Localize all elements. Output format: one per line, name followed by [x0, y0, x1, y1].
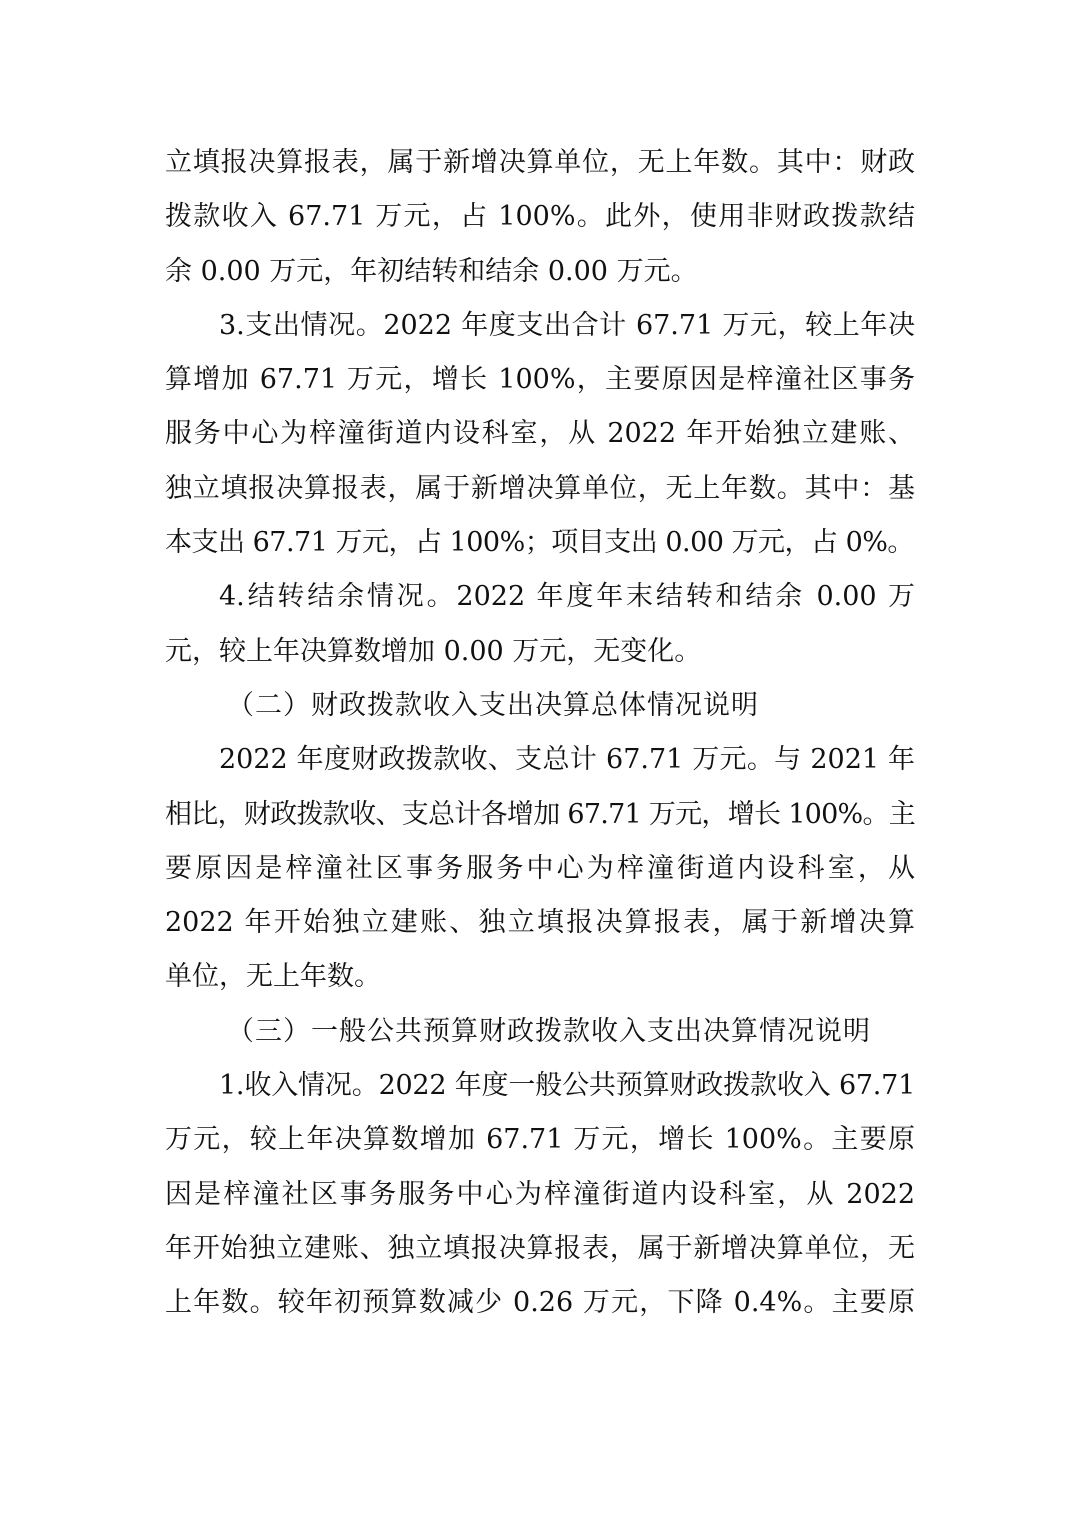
text-line: 服务中心为梓潼街道内设科室，从 2022 年开始独立建账、 — [165, 418, 915, 450]
paragraph-start-line: 4.结转结余情况。2022 年度年末结转和结余 0.00 万 — [219, 581, 915, 613]
text-line: 2022 年开始独立建账、独立填报决算报表，属于新增决算 — [165, 907, 915, 939]
text-line: 相比，财政拨款收、支总计各增加 67.71 万元，增长 100%。主 — [165, 798, 915, 830]
text-line: 拨款收入 67.71 万元，占 100%。此外，使用非财政拨款结 — [165, 201, 915, 233]
text-line: 立填报决算报表，属于新增决算单位，无上年数。其中：财政 — [165, 147, 915, 178]
document-body — [165, 136, 915, 1331]
section-heading: （三）一般公共预算财政拨款收入支出决算情况说明 — [227, 1015, 871, 1047]
text-line: 万元，较上年决算数增加 67.71 万元，增长 100%。主要原 — [165, 1124, 915, 1156]
paragraph-start-line: 3.支出情况。2022 年度支出合计 67.71 万元，较上年决 — [219, 309, 915, 341]
text-line: 余 0.00 万元，年初结转和结余 0.00 万元。 — [165, 255, 698, 287]
text-line: 元，较上年决算数增加 0.00 万元，无变化。 — [165, 635, 702, 667]
text-line: 单位，无上年数。 — [165, 961, 381, 993]
text-line: 算增加 67.71 万元，增长 100%，主要原因是梓潼社区事务 — [165, 364, 915, 396]
text-line: 因是梓潼社区事务服务中心为梓潼街道内设科室，从 2022 — [165, 1178, 915, 1210]
text-line: 年开始独立建账、独立填报决算报表，属于新增决算单位，无 — [165, 1232, 915, 1264]
text-line: 上年数。较年初预算数减少 0.26 万元，下降 0.4%。主要原 — [165, 1287, 915, 1319]
section-heading: （二）财政拨款收入支出决算总体情况说明 — [227, 689, 759, 721]
text-line: 要原因是梓潼社区事务服务中心为梓潼街道内设科室，从 — [165, 852, 915, 884]
paragraph-start-line: 1.收入情况。2022 年度一般公共预算财政拨款收入 67.71 — [219, 1070, 915, 1102]
paragraph-start-line: 2022 年度财政拨款收、支总计 67.71 万元。与 2021 年 — [219, 744, 915, 776]
text-line: 本支出 67.71 万元，占 100%；项目支出 0.00 万元，占 0%。 — [165, 527, 914, 559]
text-line: 独立填报决算报表，属于新增决算单位，无上年数。其中：基 — [165, 472, 915, 504]
